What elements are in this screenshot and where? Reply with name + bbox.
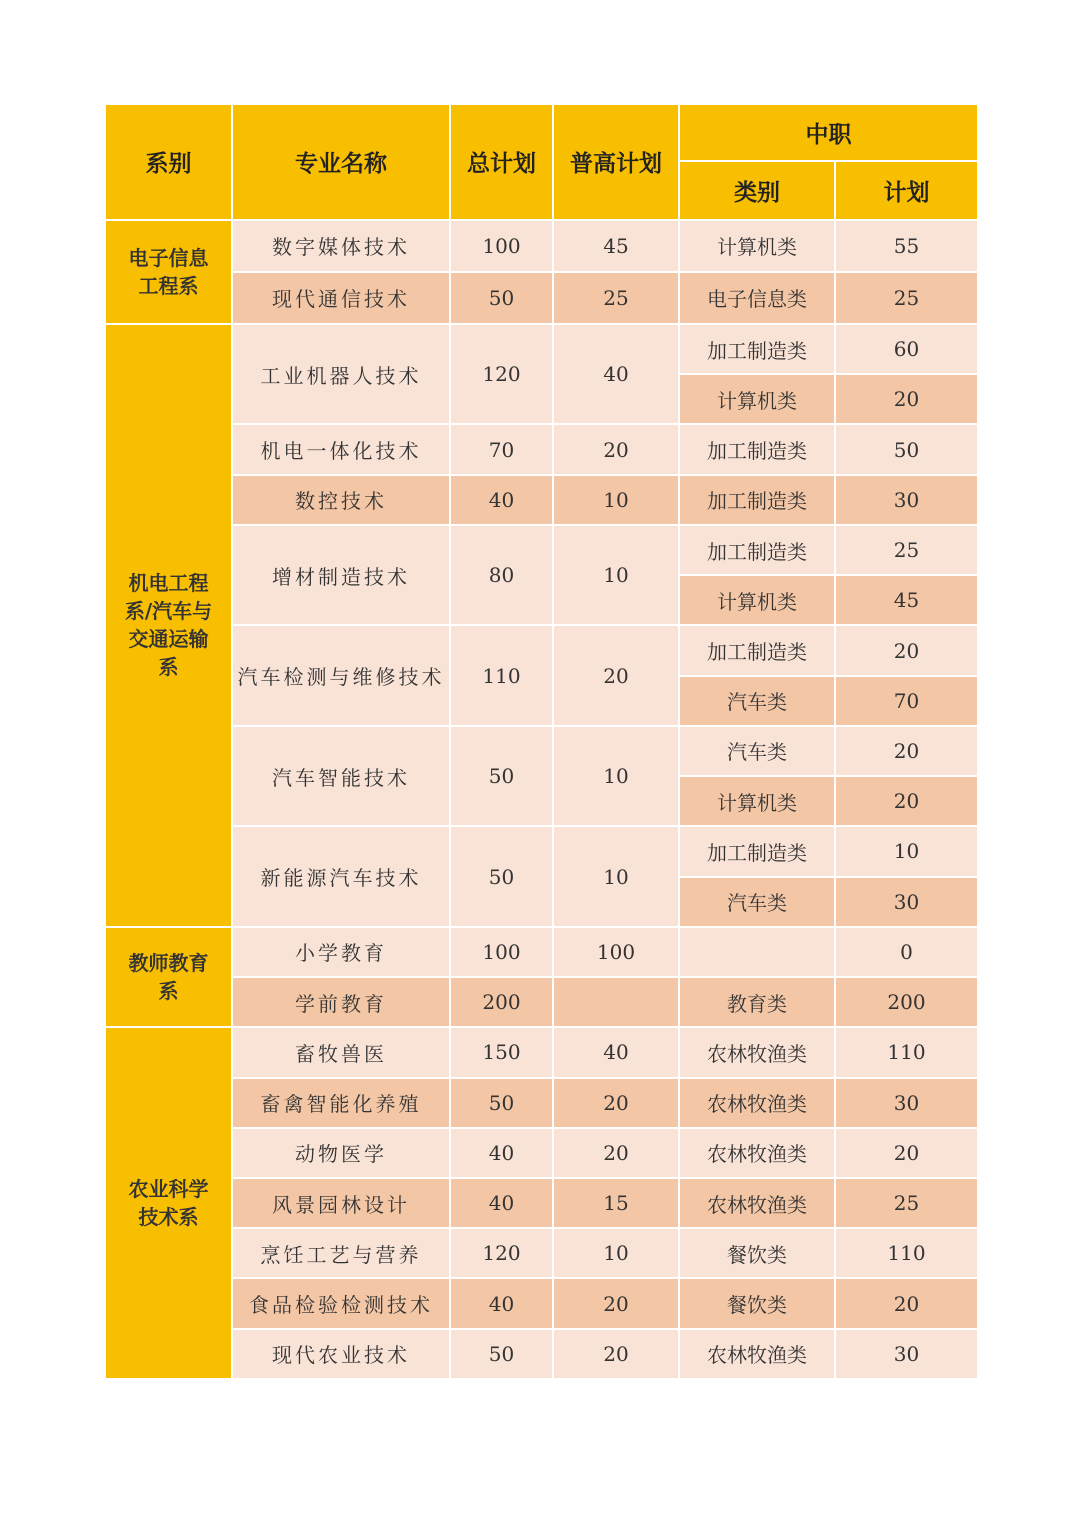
category-cell: 农林牧渔类 — [679, 1329, 835, 1379]
major-cell: 风景园林设计 — [232, 1178, 450, 1228]
table-row — [105, 726, 978, 776]
category-cell: 计算机类 — [679, 220, 835, 272]
plan-cell: 25 — [835, 1178, 978, 1228]
total-cell: 110 — [450, 625, 553, 725]
general-cell: 40 — [553, 324, 679, 424]
major-cell: 工业机器人技术 — [232, 324, 450, 424]
category-cell: 加工制造类 — [679, 525, 835, 575]
table-row — [105, 977, 978, 1027]
general-cell: 25 — [553, 272, 679, 324]
major-cell: 汽车检测与维修技术 — [232, 625, 450, 725]
general-cell: 100 — [553, 927, 679, 977]
table-row — [105, 272, 978, 324]
general-cell: 10 — [553, 726, 679, 826]
table-row — [105, 826, 978, 876]
total-cell: 150 — [450, 1027, 553, 1077]
plan-cell: 10 — [835, 826, 978, 876]
dept-cell-teacher-education — [105, 927, 232, 1027]
category-cell: 餐饮类 — [679, 1228, 835, 1278]
dept-label: 机电工程系/汽车与交通运输系 — [124, 571, 213, 680]
major-cell: 食品检验检测技术 — [232, 1278, 450, 1328]
general-cell: 20 — [553, 424, 679, 474]
major-cell: 数字媒体技术 — [232, 220, 450, 272]
plan-cell: 20 — [835, 776, 978, 826]
category-cell: 计算机类 — [679, 575, 835, 625]
category-cell: 农林牧渔类 — [679, 1178, 835, 1228]
category-cell: 汽车类 — [679, 676, 835, 726]
header-plan: 计划 — [835, 161, 978, 219]
table-row — [105, 220, 978, 272]
plan-cell: 20 — [835, 1278, 978, 1328]
general-cell: 20 — [553, 1278, 679, 1328]
category-cell: 电子信息类 — [679, 272, 835, 324]
major-cell: 汽车智能技术 — [232, 726, 450, 826]
category-cell: 加工制造类 — [679, 625, 835, 675]
table-row — [105, 1078, 978, 1128]
plan-cell: 200 — [835, 977, 978, 1027]
total-cell: 40 — [450, 475, 553, 525]
dept-label: 电子信息工程系 — [128, 245, 209, 298]
total-cell: 40 — [450, 1128, 553, 1178]
dept-label: 农业科学技术系 — [128, 1177, 209, 1230]
general-cell — [553, 977, 679, 1027]
header-major: 专业名称 — [232, 104, 450, 220]
total-cell: 70 — [450, 424, 553, 474]
dept-cell-agriculture — [105, 1027, 232, 1379]
major-cell: 现代通信技术 — [232, 272, 450, 324]
plan-cell: 60 — [835, 324, 978, 374]
plan-cell: 30 — [835, 877, 978, 927]
table-row — [105, 1329, 978, 1379]
major-cell: 畜牧兽医 — [232, 1027, 450, 1077]
category-cell: 加工制造类 — [679, 424, 835, 474]
general-cell: 15 — [553, 1178, 679, 1228]
category-cell: 计算机类 — [679, 776, 835, 826]
total-cell: 50 — [450, 826, 553, 926]
dept-cell-mechatronics-auto — [105, 324, 232, 927]
major-cell: 烹饪工艺与营养 — [232, 1228, 450, 1278]
category-cell: 加工制造类 — [679, 475, 835, 525]
header-vocational: 中职 — [679, 104, 978, 161]
general-cell: 45 — [553, 220, 679, 272]
plan-cell: 20 — [835, 374, 978, 424]
total-cell: 120 — [450, 1228, 553, 1278]
total-cell: 40 — [450, 1278, 553, 1328]
table-row — [105, 1228, 978, 1278]
dept-cell-electronics — [105, 220, 232, 324]
category-cell: 加工制造类 — [679, 324, 835, 374]
table-row — [105, 1027, 978, 1077]
total-cell: 40 — [450, 1178, 553, 1228]
category-cell: 汽车类 — [679, 726, 835, 776]
general-cell: 10 — [553, 1228, 679, 1278]
general-cell: 10 — [553, 826, 679, 926]
plan-cell: 110 — [835, 1228, 978, 1278]
header-total: 总计划 — [450, 104, 553, 220]
plan-cell: 70 — [835, 676, 978, 726]
plan-cell: 20 — [835, 625, 978, 675]
plan-cell: 55 — [835, 220, 978, 272]
major-cell: 增材制造技术 — [232, 525, 450, 625]
category-cell: 计算机类 — [679, 374, 835, 424]
plan-cell: 25 — [835, 525, 978, 575]
major-cell: 机电一体化技术 — [232, 424, 450, 474]
general-cell: 10 — [553, 475, 679, 525]
general-cell: 20 — [553, 625, 679, 725]
total-cell: 200 — [450, 977, 553, 1027]
category-cell: 农林牧渔类 — [679, 1078, 835, 1128]
plan-cell: 25 — [835, 272, 978, 324]
major-cell: 小学教育 — [232, 927, 450, 977]
category-cell: 教育类 — [679, 977, 835, 1027]
major-cell: 数控技术 — [232, 475, 450, 525]
total-cell: 100 — [450, 220, 553, 272]
total-cell: 80 — [450, 525, 553, 625]
category-cell: 加工制造类 — [679, 826, 835, 876]
table-row — [105, 475, 978, 525]
general-cell: 40 — [553, 1027, 679, 1077]
general-cell: 20 — [553, 1128, 679, 1178]
plan-cell: 30 — [835, 1078, 978, 1128]
total-cell: 50 — [450, 726, 553, 826]
total-cell: 120 — [450, 324, 553, 424]
major-cell: 动物医学 — [232, 1128, 450, 1178]
category-cell: 农林牧渔类 — [679, 1027, 835, 1077]
plan-cell: 50 — [835, 424, 978, 474]
table-row — [105, 1178, 978, 1228]
category-cell: 农林牧渔类 — [679, 1128, 835, 1178]
general-cell: 10 — [553, 525, 679, 625]
header-category: 类别 — [679, 161, 835, 219]
category-cell — [679, 927, 835, 977]
plan-cell: 20 — [835, 1128, 978, 1178]
total-cell: 100 — [450, 927, 553, 977]
table-row — [105, 525, 978, 575]
plan-cell: 30 — [835, 1329, 978, 1379]
plan-cell: 20 — [835, 726, 978, 776]
table-row — [105, 424, 978, 474]
enrollment-plan-table — [104, 103, 979, 1380]
header-general: 普高计划 — [553, 104, 679, 220]
general-cell: 20 — [553, 1329, 679, 1379]
total-cell: 50 — [450, 272, 553, 324]
dept-label: 教师教育系 — [128, 951, 209, 1004]
table-row — [105, 1128, 978, 1178]
category-cell: 汽车类 — [679, 877, 835, 927]
plan-cell: 0 — [835, 927, 978, 977]
plan-cell: 110 — [835, 1027, 978, 1077]
header-row-top — [105, 104, 978, 161]
plan-cell: 30 — [835, 475, 978, 525]
major-cell: 畜禽智能化养殖 — [232, 1078, 450, 1128]
table-row — [105, 625, 978, 675]
total-cell: 50 — [450, 1078, 553, 1128]
general-cell: 20 — [553, 1078, 679, 1128]
header-dept: 系别 — [105, 104, 232, 220]
major-cell: 学前教育 — [232, 977, 450, 1027]
plan-cell: 45 — [835, 575, 978, 625]
table-row — [105, 927, 978, 977]
category-cell: 餐饮类 — [679, 1278, 835, 1328]
total-cell: 50 — [450, 1329, 553, 1379]
major-cell: 现代农业技术 — [232, 1329, 450, 1379]
major-cell: 新能源汽车技术 — [232, 826, 450, 926]
table-row — [105, 324, 978, 374]
table-row — [105, 1278, 978, 1328]
